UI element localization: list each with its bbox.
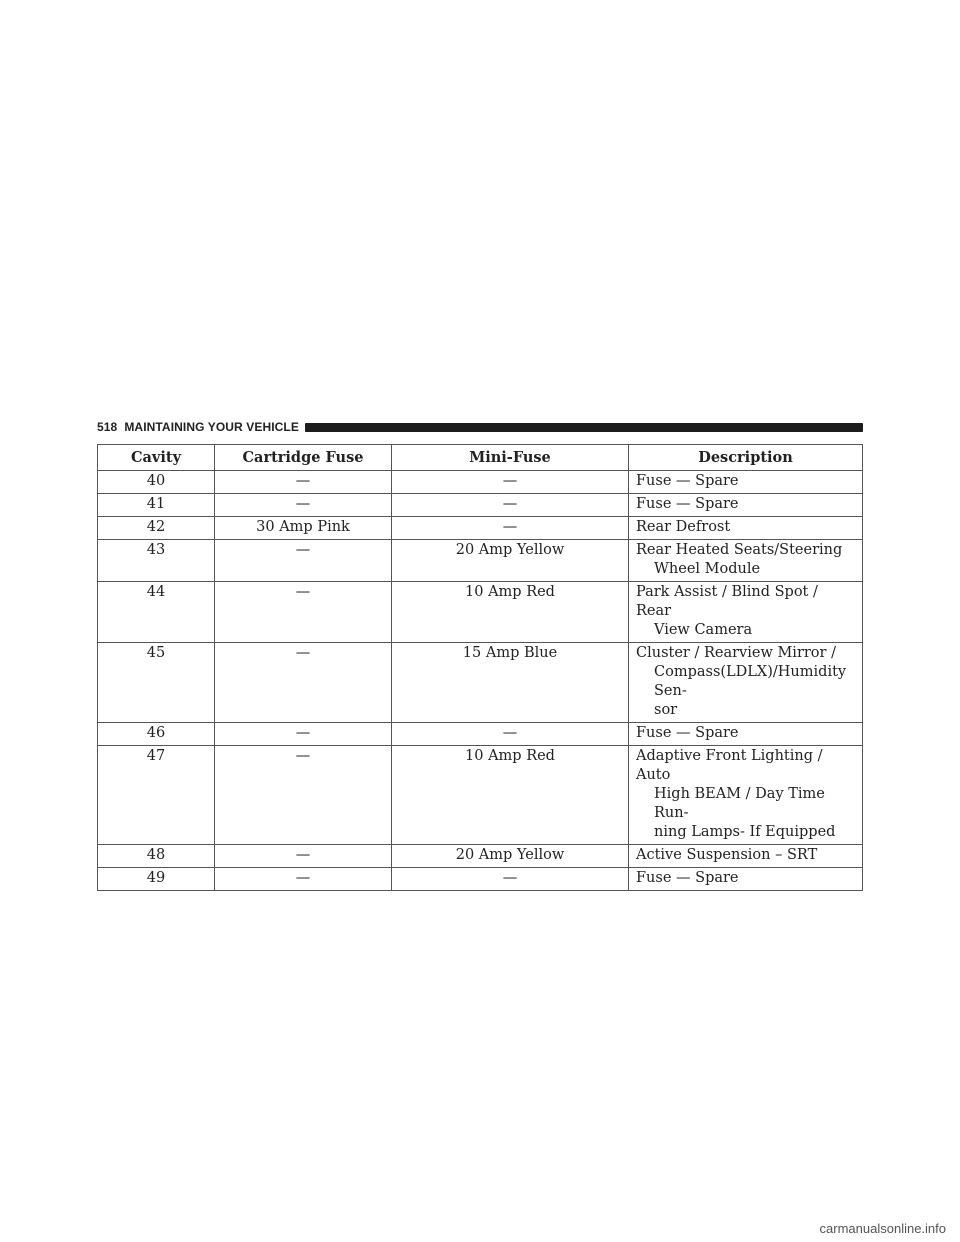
table-row bbox=[98, 471, 863, 494]
cell-cavity: 49 bbox=[98, 868, 215, 891]
description-line: Park Assist / Blind Spot / Rear bbox=[636, 584, 818, 619]
column-header-mini-fuse: Mini-Fuse bbox=[392, 445, 629, 471]
table-row bbox=[98, 746, 863, 845]
section-title: MAINTAINING YOUR VEHICLE bbox=[124, 420, 299, 434]
column-header-cartridge-fuse: Cartridge Fuse bbox=[215, 445, 392, 471]
cell-cavity: 46 bbox=[98, 723, 215, 746]
cell-cartridge-fuse: — bbox=[215, 471, 392, 494]
cell-description bbox=[629, 517, 863, 540]
cell-description bbox=[629, 582, 863, 643]
cell-cartridge-fuse: 30 Amp Pink bbox=[215, 517, 392, 540]
cell-cartridge-fuse: — bbox=[215, 845, 392, 868]
cell-cavity: 44 bbox=[98, 582, 215, 643]
description-line: ning Lamps- If Equipped bbox=[654, 824, 836, 840]
table-row bbox=[98, 723, 863, 746]
cell-cartridge-fuse: — bbox=[215, 643, 392, 723]
cell-description bbox=[629, 494, 863, 517]
description-line: Compass(LDLX)/Humidity Sen- bbox=[654, 664, 847, 699]
description-line: sor bbox=[654, 702, 678, 718]
cell-cavity: 45 bbox=[98, 643, 215, 723]
fuse-table bbox=[97, 444, 863, 891]
cell-mini-fuse: — bbox=[392, 868, 629, 891]
cell-mini-fuse: 10 Amp Red bbox=[392, 582, 629, 643]
description-line: View Camera bbox=[654, 622, 753, 638]
cell-mini-fuse: 20 Amp Yellow bbox=[392, 845, 629, 868]
cell-description bbox=[629, 746, 863, 845]
column-header-cavity: Cavity bbox=[98, 445, 215, 471]
table-row bbox=[98, 582, 863, 643]
cell-mini-fuse: — bbox=[392, 494, 629, 517]
cell-description bbox=[629, 845, 863, 868]
cell-cavity: 48 bbox=[98, 845, 215, 868]
description-line: Wheel Module bbox=[654, 561, 761, 577]
page-header bbox=[97, 419, 863, 435]
cell-mini-fuse: — bbox=[392, 471, 629, 494]
description-line: Fuse — Spare bbox=[636, 473, 739, 489]
table-row bbox=[98, 494, 863, 517]
watermark: carmanualsonline.info bbox=[819, 1221, 946, 1236]
cell-cavity: 47 bbox=[98, 746, 215, 845]
cell-description bbox=[629, 471, 863, 494]
description-line: Rear Heated Seats/Steering bbox=[636, 542, 843, 558]
cell-cavity: 41 bbox=[98, 494, 215, 517]
table-row bbox=[98, 643, 863, 723]
description-line: Cluster / Rearview Mirror / bbox=[636, 645, 836, 661]
cell-cartridge-fuse: — bbox=[215, 723, 392, 746]
cell-description bbox=[629, 540, 863, 582]
description-line: Adaptive Front Lighting / Auto bbox=[636, 748, 823, 783]
cell-cavity: 43 bbox=[98, 540, 215, 582]
cell-description bbox=[629, 643, 863, 723]
cell-cartridge-fuse: — bbox=[215, 494, 392, 517]
cell-mini-fuse: — bbox=[392, 723, 629, 746]
description-line: Fuse — Spare bbox=[636, 725, 739, 741]
column-header-description: Description bbox=[629, 445, 863, 471]
cell-mini-fuse: 20 Amp Yellow bbox=[392, 540, 629, 582]
cell-cavity: 42 bbox=[98, 517, 215, 540]
cell-description bbox=[629, 723, 863, 746]
table-row bbox=[98, 517, 863, 540]
table-row bbox=[98, 540, 863, 582]
cell-mini-fuse: 10 Amp Red bbox=[392, 746, 629, 845]
description-line: Rear Defrost bbox=[636, 519, 731, 535]
cell-description bbox=[629, 868, 863, 891]
description-line: Active Suspension – SRT bbox=[636, 847, 818, 863]
table-row bbox=[98, 868, 863, 891]
cell-cartridge-fuse: — bbox=[215, 540, 392, 582]
table-row bbox=[98, 845, 863, 868]
cell-cartridge-fuse: — bbox=[215, 868, 392, 891]
cell-cartridge-fuse: — bbox=[215, 746, 392, 845]
cell-mini-fuse: 15 Amp Blue bbox=[392, 643, 629, 723]
cell-mini-fuse: — bbox=[392, 517, 629, 540]
description-line: High BEAM / Day Time Run- bbox=[654, 786, 825, 821]
description-line: Fuse — Spare bbox=[636, 496, 739, 512]
table-header-row bbox=[98, 445, 863, 471]
cell-cavity: 40 bbox=[98, 471, 215, 494]
header-rule bbox=[305, 423, 863, 432]
table-body bbox=[98, 471, 863, 891]
cell-cartridge-fuse: — bbox=[215, 582, 392, 643]
description-line: Fuse — Spare bbox=[636, 870, 739, 886]
page-number: 518 bbox=[97, 420, 118, 434]
